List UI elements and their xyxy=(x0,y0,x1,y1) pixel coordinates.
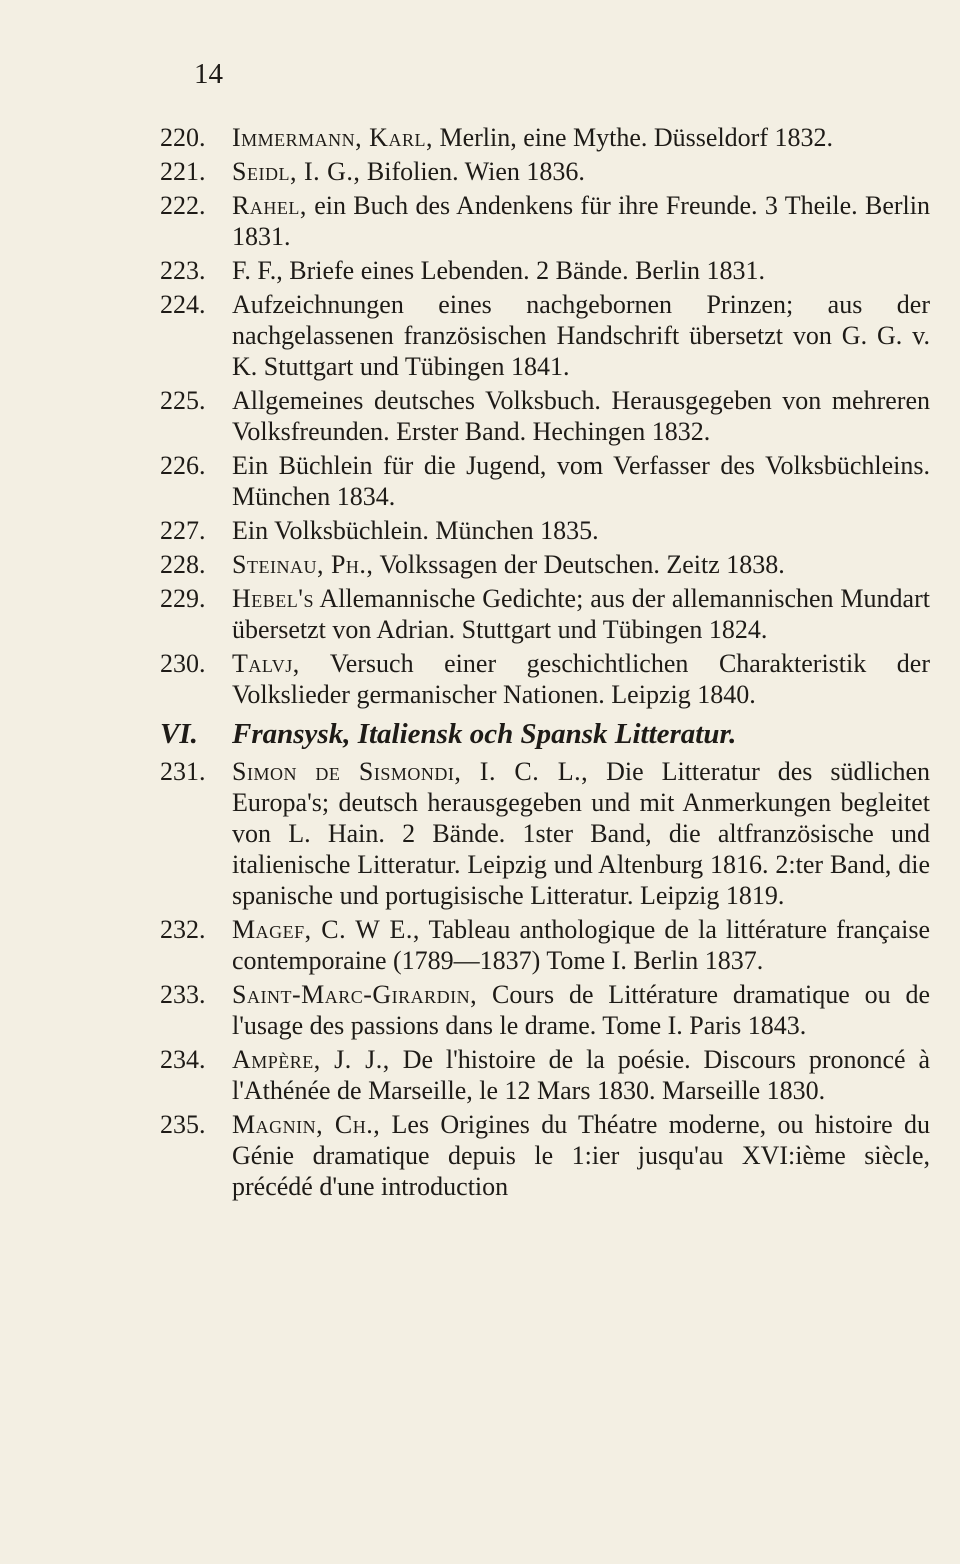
entry-number: 221. xyxy=(160,157,206,186)
entry-number: 232. xyxy=(160,915,206,944)
entry-number: 235. xyxy=(160,1110,206,1139)
entry-text: Volkssagen der Deutschen. Zeitz 1838. xyxy=(379,550,785,579)
entry-body xyxy=(232,515,930,546)
bibliography-entry xyxy=(160,583,930,645)
entry-number: 226. xyxy=(160,451,206,480)
entry-text: F. F., Briefe eines Lebenden. 2 Bände. Berlin 1831. xyxy=(232,256,766,285)
entry-body xyxy=(232,1109,930,1202)
bibliography-entry xyxy=(160,450,930,512)
bibliography-entry xyxy=(160,914,930,976)
entry-text: Ein Büchlein für die Jugend, vom Verfasser des Volksbüchleins. München 1834. xyxy=(232,451,930,511)
bibliography-entry xyxy=(160,1044,930,1106)
section-heading xyxy=(160,716,930,752)
entry-number: 231. xyxy=(160,757,206,786)
bibliography-entry xyxy=(160,648,930,710)
entry-number: 220. xyxy=(160,123,206,152)
entry-body xyxy=(232,756,930,911)
entry-text: Ein Volksbüchlein. München 1835. xyxy=(232,516,599,545)
entry-number: 224. xyxy=(160,290,206,319)
entry-body xyxy=(232,583,930,645)
entry-number: 230. xyxy=(160,649,206,678)
entry-author: Magef, C. W E., xyxy=(232,915,420,944)
entry-text: ein Buch des Andenkens für ihre Freunde. 3 Theile. Berlin 1831. xyxy=(232,191,930,251)
entries-after-section xyxy=(160,756,930,1202)
entry-author: Seidl, I. G., xyxy=(232,157,361,186)
entry-text: Merlin, eine Mythe. Düsseldorf 1832. xyxy=(439,123,833,152)
bibliography-entry xyxy=(160,190,930,252)
entries-before-section xyxy=(160,122,930,710)
entry-body xyxy=(232,549,930,580)
entry-body xyxy=(232,289,930,382)
bibliography-entry xyxy=(160,156,930,187)
entry-body xyxy=(232,1044,930,1106)
entry-body xyxy=(232,450,930,512)
entry-body xyxy=(232,648,930,710)
bibliography-entry xyxy=(160,979,930,1041)
entry-author: Talvj, xyxy=(232,649,300,678)
entry-text: Die Litteratur des südlichen Europa's; deutsch herausgegeben und mit Anmerkungen begleitet von L. Hain. 2 Bände. 1ster Band, die altfranzösische und italienische Litteratur. Leipzig und Altenburg 1816. 2:ter Band, die spanische und portugisische Litteratur. Leipzig 1819. xyxy=(232,757,931,910)
entry-author: Immermann, Karl, xyxy=(232,123,433,152)
bibliography-entry xyxy=(160,122,930,153)
entry-author: Steinau, Ph., xyxy=(232,550,374,579)
entry-author: Simon de Sismondi, I. C. L., xyxy=(232,757,589,786)
entry-number: 225. xyxy=(160,386,206,415)
entry-text: Bifolien. Wien 1836. xyxy=(366,157,585,186)
bibliography-entry xyxy=(160,255,930,286)
entry-body xyxy=(232,156,930,187)
bibliography-entry xyxy=(160,385,930,447)
entry-text: Versuch einer geschichtlichen Charakteristik der Volkslieder germanischer Nationen. Leipzig 1840. xyxy=(232,649,930,709)
entry-text: De l'histoire de la poésie. Discours prononcé à l'Athénée de Marseille, le 12 Mars 1830. Marseille 1830. xyxy=(232,1045,931,1105)
entry-number: 222. xyxy=(160,191,206,220)
entry-body xyxy=(232,255,930,286)
bibliography-entry xyxy=(160,756,930,911)
entry-number: 233. xyxy=(160,980,206,1009)
section-numeral: VI. xyxy=(160,718,198,750)
entry-body xyxy=(232,190,930,252)
entry-number: 223. xyxy=(160,256,206,285)
entry-number: 234. xyxy=(160,1045,206,1074)
entry-author: Magnin, Ch., xyxy=(232,1110,381,1139)
page-number: 14 xyxy=(194,58,223,90)
entry-text: Tableau anthologique de la littérature française contemporaine (1789—1837) Tome I. Berlin 1837. xyxy=(232,915,931,975)
entry-number: 227. xyxy=(160,516,206,545)
entry-body xyxy=(232,979,930,1041)
entry-author: Ampère, J. J., xyxy=(232,1045,390,1074)
entry-body xyxy=(232,122,930,153)
bibliography-entry xyxy=(160,1109,930,1202)
entry-text: Allgemeines deutsches Volksbuch. Herausgegeben von mehreren Volksfreunden. Erster Band. Hechingen 1832. xyxy=(232,386,930,446)
entry-text: Allemannische Gedichte; aus der allemannischen Mundart übersetzt von Adrian. Stuttgart und Tübingen 1824. xyxy=(232,584,930,644)
entry-text: Les Origines du Théatre moderne, ou histoire du Génie dramatique depuis le 1:ier jusqu'au XVI:ième siècle, précédé d'une introduction xyxy=(232,1110,931,1201)
bibliography-entry xyxy=(160,289,930,382)
entry-body xyxy=(232,385,930,447)
entry-author: Hebel's xyxy=(232,584,314,613)
bibliography-list xyxy=(160,122,930,1205)
entry-text: Cours de Littérature dramatique ou de l'usage des passions dans le drame. Tome I. Paris 1843. xyxy=(232,980,930,1040)
bibliography-entry xyxy=(160,515,930,546)
entry-number: 229. xyxy=(160,584,206,613)
entry-text: Aufzeichnungen eines nachgebornen Prinzen; aus der nachgelassenen französischen Handschrift übersetzt von G. G. v. K. Stuttgart und Tübingen 1841. xyxy=(232,290,930,381)
section-title: Fransysk, Italiensk och Spansk Litteratur. xyxy=(232,718,737,750)
bibliography-entry xyxy=(160,549,930,580)
entry-number: 228. xyxy=(160,550,206,579)
entry-author: Rahel, xyxy=(232,191,307,220)
entry-body xyxy=(232,914,930,976)
entry-author: Saint-Marc-Girardin, xyxy=(232,980,478,1009)
